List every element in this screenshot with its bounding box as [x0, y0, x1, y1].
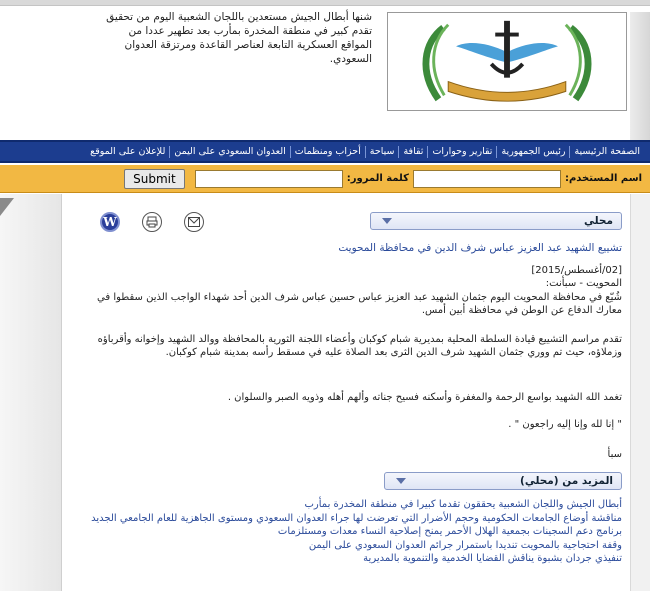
nav-tourism[interactable]: سياحة [365, 146, 399, 158]
related-articles-list [74, 498, 622, 566]
list-item[interactable]: وقفة احتجاجية بالمحويت تنديدا باستمرار جرائم العدوان السعودي على اليمن [308, 539, 622, 551]
article-quote: " إنا لله وإنا إليه راجعون " . [508, 419, 622, 430]
nav-aggression[interactable]: العدوان السعودي على اليمن [169, 146, 289, 158]
nav-home[interactable]: الصفحة الرئيسية [569, 146, 644, 158]
list-item[interactable]: مناقشة أوضاع الجامعات الحكومية وحجم الأضرار التي تعرضت لها جراء العدوان السعودي ومستوى الجاهزية للعام الجامعي الجديد [91, 512, 622, 524]
article-tools [100, 212, 204, 232]
password-label: كلمة المرور: [346, 173, 409, 184]
nav-culture[interactable]: ثقافة [398, 146, 427, 158]
submit-button[interactable]: Submit [124, 169, 185, 189]
section-header-local[interactable] [370, 212, 622, 230]
list-item[interactable]: أبطال الجيش واللجان الشعبية يحققون تقدما كبيرا في منطقة المخدرة بمأرب [304, 499, 622, 510]
list-item[interactable]: برنامج دعم السجينات بجمعية الهلال الأحمر يمنح إصلاحية النساء معدات ومستلزمات [277, 526, 622, 537]
section-title: محلي [584, 215, 613, 227]
article-source: المحويت - سبأنت: [545, 278, 622, 289]
emblem-icon [388, 13, 626, 110]
article-title[interactable]: تشييع الشهيد عبد العزيز عباس شرف الدين في محافظة المحويت [338, 242, 622, 254]
section-header-more[interactable] [384, 472, 622, 490]
main-content [62, 194, 630, 591]
chevron-down-icon[interactable] [381, 216, 393, 226]
username-label: اسم المستخدم: [564, 173, 642, 184]
article-date: [02/أغسطس/2015] [531, 265, 622, 276]
nav-advertise[interactable]: للإعلان على الموقع [90, 145, 166, 157]
word-export-icon[interactable]: W [100, 212, 120, 232]
nav-president[interactable]: رئيس الجمهورية [496, 146, 569, 158]
email-icon[interactable] [184, 212, 204, 232]
print-icon[interactable] [142, 212, 162, 232]
armed-forces-logo [387, 12, 627, 111]
right-decoration-strip [630, 12, 650, 140]
header-news-snippet: شنها أبطال الجيش مستعدين باللجان الشعبية اليوم من تحقيق تقدم كبير في منطقة المخدرة بمأرب بعد تطهير عددا من المواقع العسكرية التابعة لعناصر القاعدة ومرتزقة العدوان السعودي. [106, 11, 372, 65]
more-section-title: المزيد من (محلي) [520, 475, 613, 487]
nav-reports[interactable]: تقارير وحوارات [427, 146, 496, 158]
list-item[interactable]: تنفيذي جردان بشبوة يناقش القضايا الخدمية والتنموية بالمديرية [363, 553, 622, 564]
article-paragraph-3: تغمد الله الشهيد بواسع الرحمة والمغفرة وأسكنه فسيح جناته وألهم أهله وذويه الصبر والسلوان . [227, 392, 622, 403]
username-input[interactable] [413, 170, 561, 188]
chevron-down-icon[interactable] [395, 476, 407, 486]
article-paragraph-2: تقدم مراسم التشييع قيادة السلطة المحلية بمديرية شبام كوكبان وأعضاء اللجنة الثورية بالمحافظة ووالد الشهيد وإخوانه وأقرباؤه وزملاؤه، حيث تم ووري جثمان الشهيد شرف الدين الثرى بعد الصلاة عليه في مسقط رأسه بمدينة شبام كوكبان. [97, 334, 622, 358]
article-paragraph-1: شُيّع في محافظة المحويت اليوم جثمان الشهيد عبد العزيز عباس حسين عباس شرف الدين أحد شهداء الواجب الذين سقطوا في معارك الدفاع عن الوطن في محافظة أبين أمس. [97, 292, 622, 316]
main-navigation [0, 140, 650, 163]
login-bar [0, 165, 650, 193]
password-input[interactable] [195, 170, 343, 188]
right-sidebar [630, 194, 650, 591]
site-header [0, 6, 650, 134]
sidebar-corner-tab [0, 198, 14, 216]
left-sidebar [0, 194, 62, 591]
nav-parties[interactable]: أحزاب ومنظمات [290, 146, 365, 158]
article-signature: سبأ [607, 449, 622, 460]
